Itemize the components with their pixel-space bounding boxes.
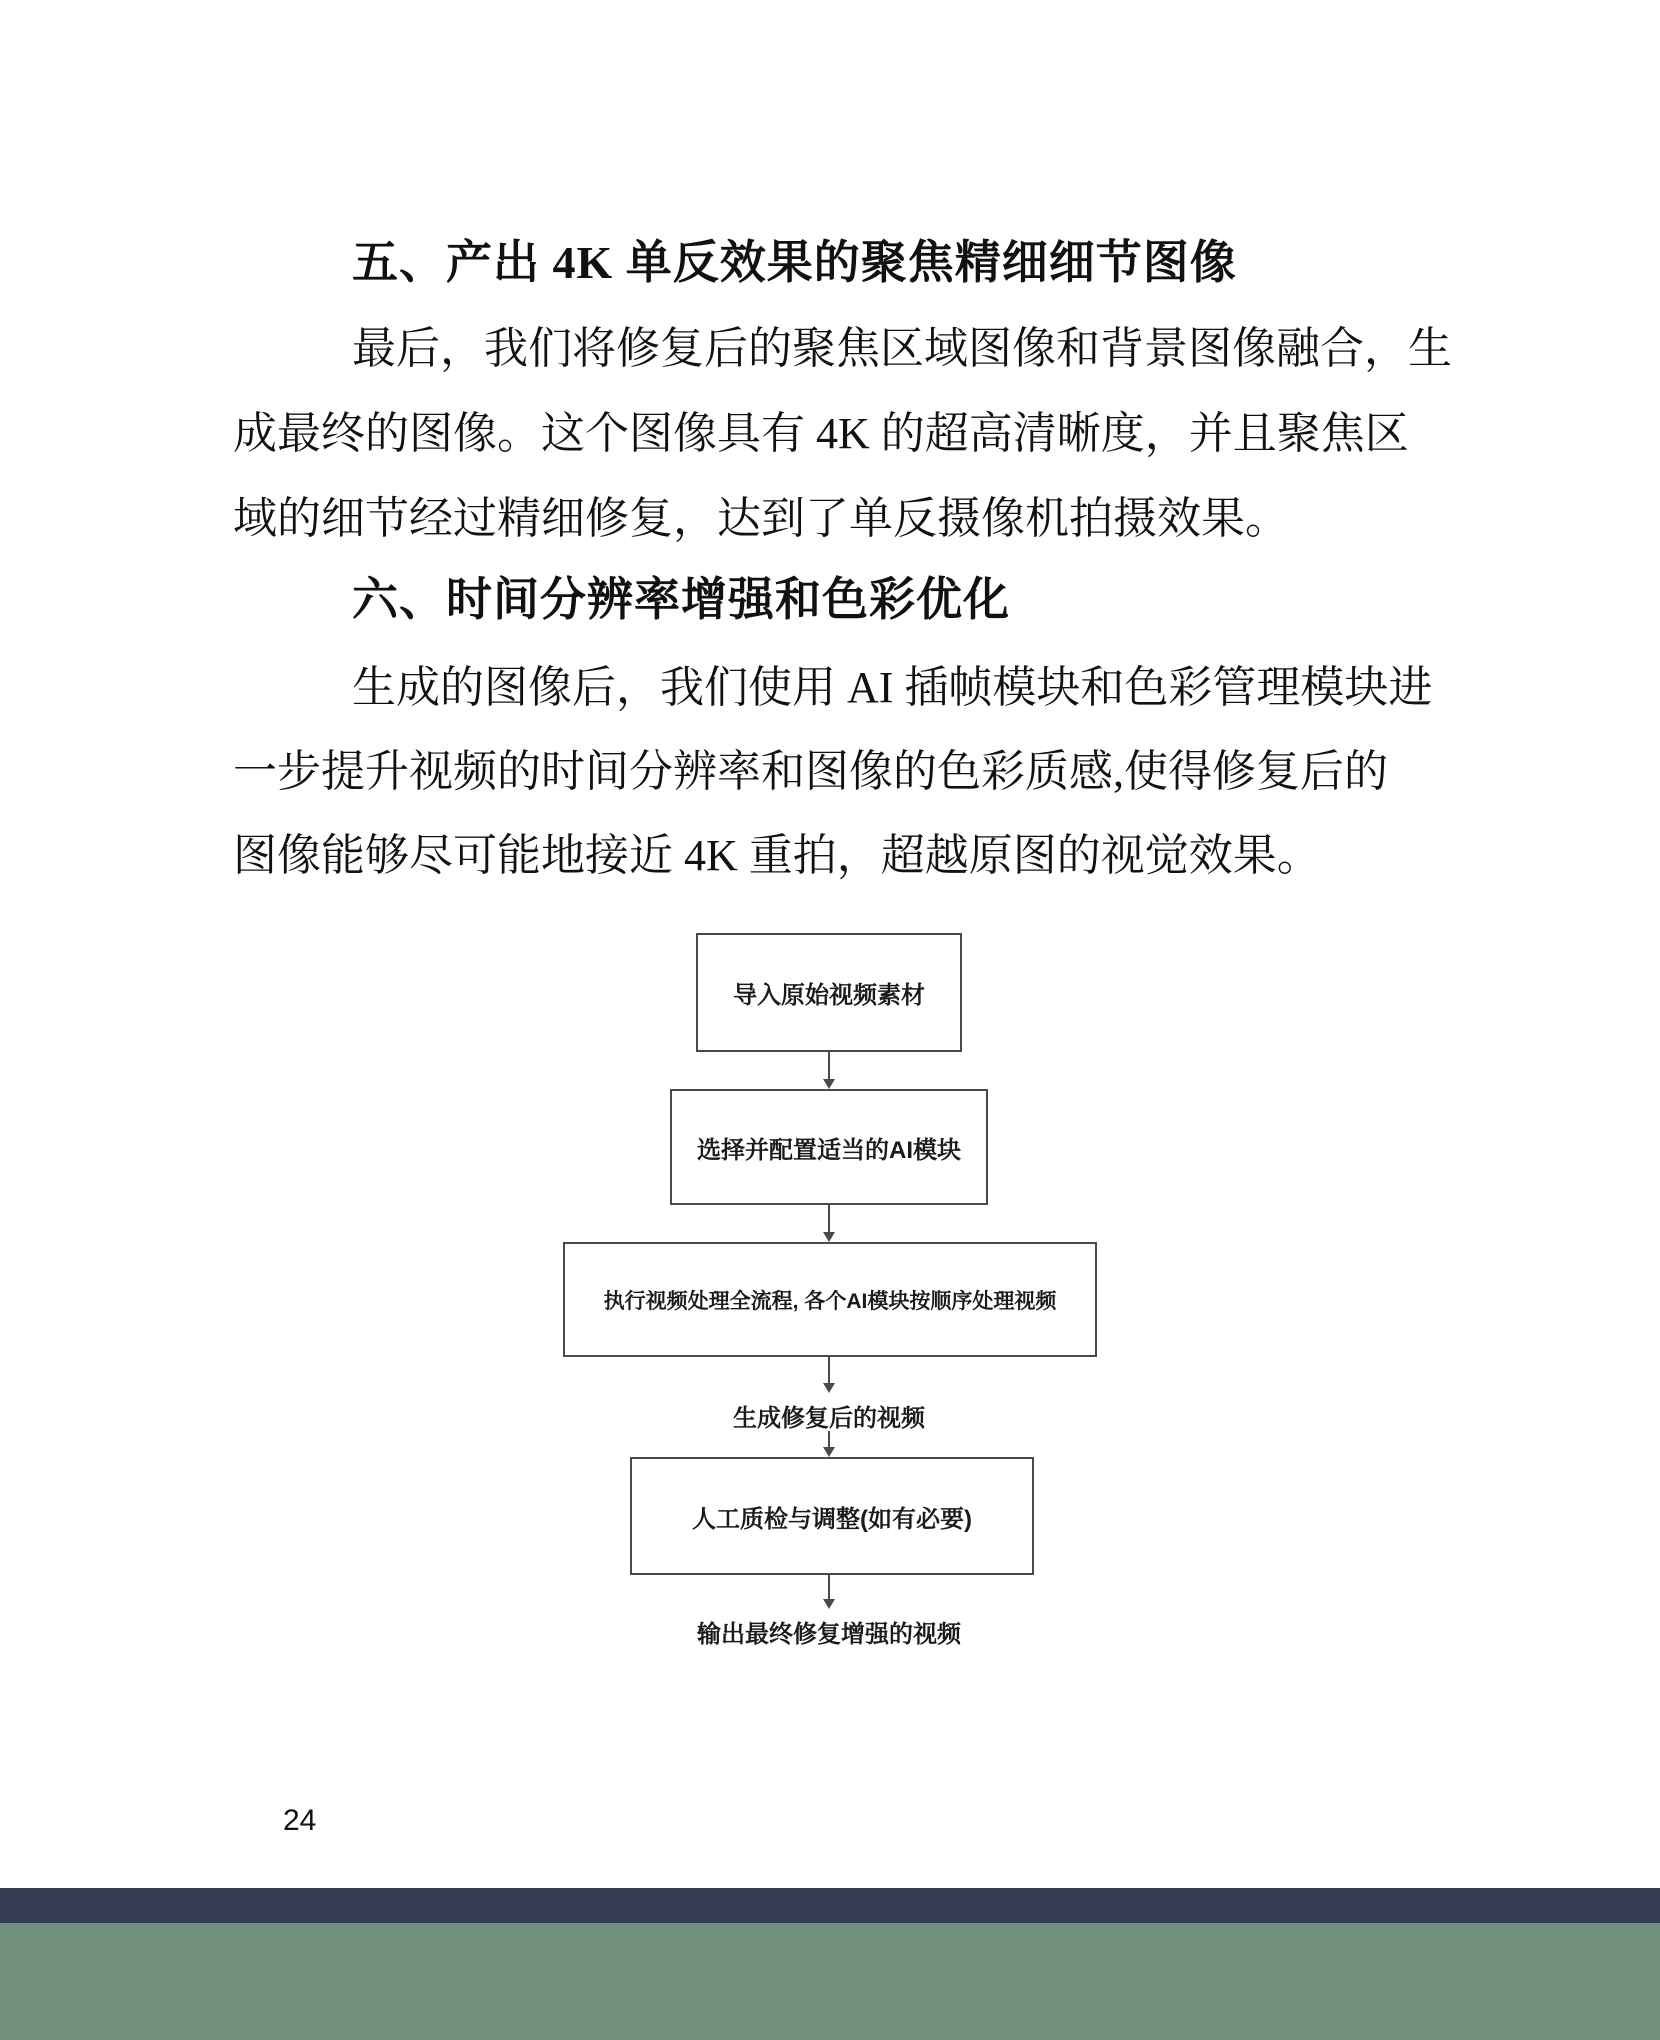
flow-step-import: 导入原始视频素材 [696, 933, 962, 1052]
paragraph-line: 生成的图像后，我们使用 AI 插帧模块和色彩管理模块进 [352, 663, 1433, 712]
flow-step-qc: 人工质检与调整(如有必要) [630, 1457, 1034, 1575]
section-heading-5: 五、产出 4K 单反效果的聚焦精细细节图像 [352, 237, 1237, 288]
down-arrow-icon [822, 1575, 836, 1609]
paragraph-line: 图像能够尽可能地接近 4K 重拍，超越原图的视觉效果。 [233, 831, 1321, 880]
flow-step-output: 输出最终修复增强的视频 [697, 1621, 961, 1648]
section-heading-6: 六、时间分辨率增强和色彩优化 [352, 574, 1010, 625]
down-arrow-icon [822, 1052, 836, 1089]
paragraph-line: 最后，我们将修复后的聚焦区域图像和背景图像融合，生 [352, 324, 1452, 373]
flow-step-process: 执行视频处理全流程, 各个AI模块按顺序处理视频 [563, 1242, 1097, 1357]
footer-navy-bar [0, 1888, 1660, 1923]
down-arrow-icon [822, 1205, 836, 1242]
flow-step-configure: 选择并配置适当的AI模块 [670, 1089, 988, 1205]
down-arrow-icon [822, 1357, 836, 1393]
footer-green-bar [0, 1923, 1660, 2040]
flow-step-generate: 生成修复后的视频 [733, 1405, 925, 1432]
page-number: 24 [283, 1804, 317, 1837]
paragraph-line: 成最终的图像。这个图像具有 4K 的超高清晰度，并且聚焦区 [233, 409, 1409, 458]
paragraph-line: 一步提升视频的时间分辨率和图像的色彩质感,使得修复后的 [233, 747, 1388, 796]
paragraph-line: 域的细节经过精细修复，达到了单反摄像机拍摄效果。 [233, 494, 1289, 543]
down-arrow-icon [822, 1431, 836, 1457]
